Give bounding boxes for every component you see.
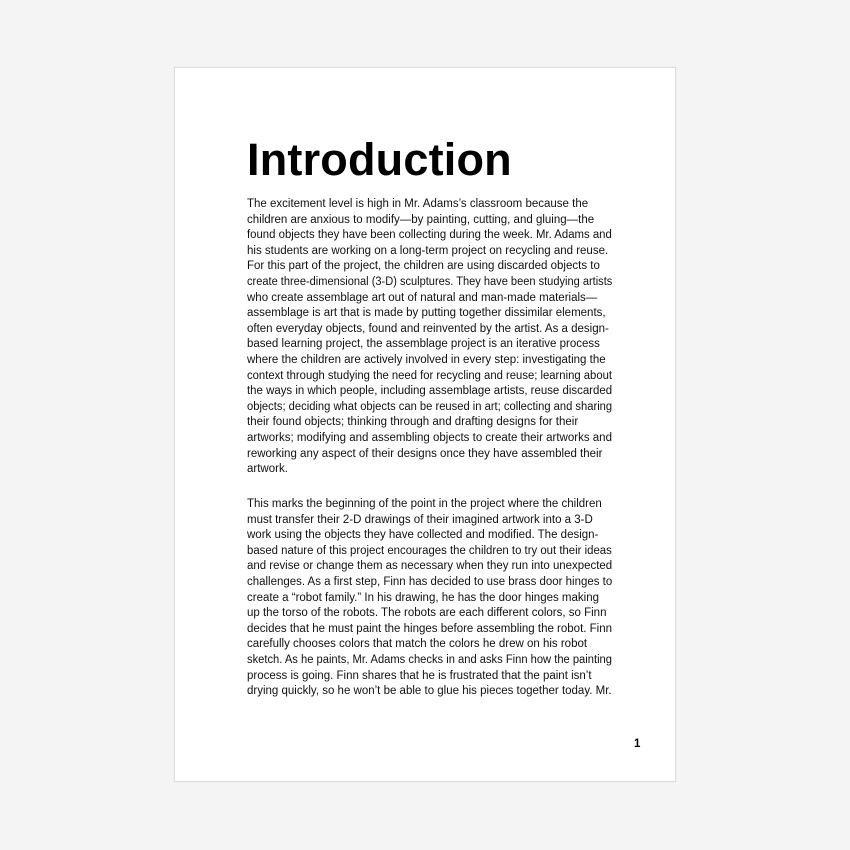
text-line: context through studying the need for recycling and reuse; learning about xyxy=(247,369,613,382)
text-line: based nature of this project encourages the children to try out their ideas xyxy=(247,544,612,557)
text-line: the ways in which people, including assemblage artists, reuse discarded xyxy=(247,385,613,398)
text-line: sketch. As he paints, Mr. Adams checks in and asks Finn how the painting xyxy=(247,653,612,666)
text-line: where the children are actively involved in every step: investigating the xyxy=(247,353,606,366)
text-line: The excitement level is high in Mr. Adams’s classroom because the xyxy=(247,198,589,210)
text-line: children are anxious to modify—by painting, cutting, and gluing—the xyxy=(247,213,595,226)
text-line: must transfer their 2-D drawings of their imagined artwork into a 3-D xyxy=(247,513,593,526)
paragraph-2 xyxy=(247,497,612,700)
text-line: his students are working on a long-term project on recycling and reuse. xyxy=(247,244,609,257)
text-line: based learning project, the assemblage project is an iterative process xyxy=(247,338,600,351)
text-line: found objects they have been collecting during the week. Mr. Adams and xyxy=(247,229,612,242)
text-line: challenges. As a first step, Finn has decided to use brass door hinges to xyxy=(247,575,613,588)
text-line: their found objects; thinking through and drafting designs for their xyxy=(247,416,579,429)
paragraph-1 xyxy=(247,197,612,478)
text-line: create a “robot family.” In his drawing, he has the door hinges making xyxy=(247,591,599,604)
text-line: For this part of the project, the children are using discarded objects to xyxy=(247,260,600,273)
text-line: reworking any aspect of their designs once they have assembled their xyxy=(247,447,603,460)
text-line: assemblage is art that is made by putting together dissimilar elements, xyxy=(247,307,606,320)
document-page xyxy=(174,67,676,782)
text-line: process is going. Finn shares that he is frustrated that the paint isn’t xyxy=(247,669,592,682)
page-title: Introduction xyxy=(247,134,512,185)
text-line: artwork. xyxy=(247,463,288,476)
text-line: often everyday objects, found and reinvented by the artist. As a design- xyxy=(247,322,609,335)
text-line: work using the objects they have collected and modified. The design- xyxy=(247,529,599,542)
text-line: carefully chooses colors that match the colors he drew on his robot xyxy=(247,638,588,651)
text-line: create three-dimensional (3-D) sculptures. They have been studying artists xyxy=(247,275,613,288)
page-number: 1 xyxy=(634,738,641,750)
text-line: drying quickly, so he won’t be able to glue his pieces together today. Mr. xyxy=(247,685,612,698)
text-line: This marks the beginning of the point in the project where the children xyxy=(247,498,602,510)
text-line: up the torso of the robots. The robots are each different colors, so Finn xyxy=(247,607,607,620)
text-line: who create assemblage art out of natural and man-made materials— xyxy=(247,291,598,304)
text-line: objects; deciding what objects can be reused in art; collecting and sharing xyxy=(247,400,613,413)
text-line: artworks; modifying and assembling objects to create their artworks and xyxy=(247,431,612,444)
text-line: and revise or change them as necessary when they run into unexpected xyxy=(247,560,613,573)
text-line: decides that he must paint the hinges before assembling the robot. Finn xyxy=(247,622,613,635)
